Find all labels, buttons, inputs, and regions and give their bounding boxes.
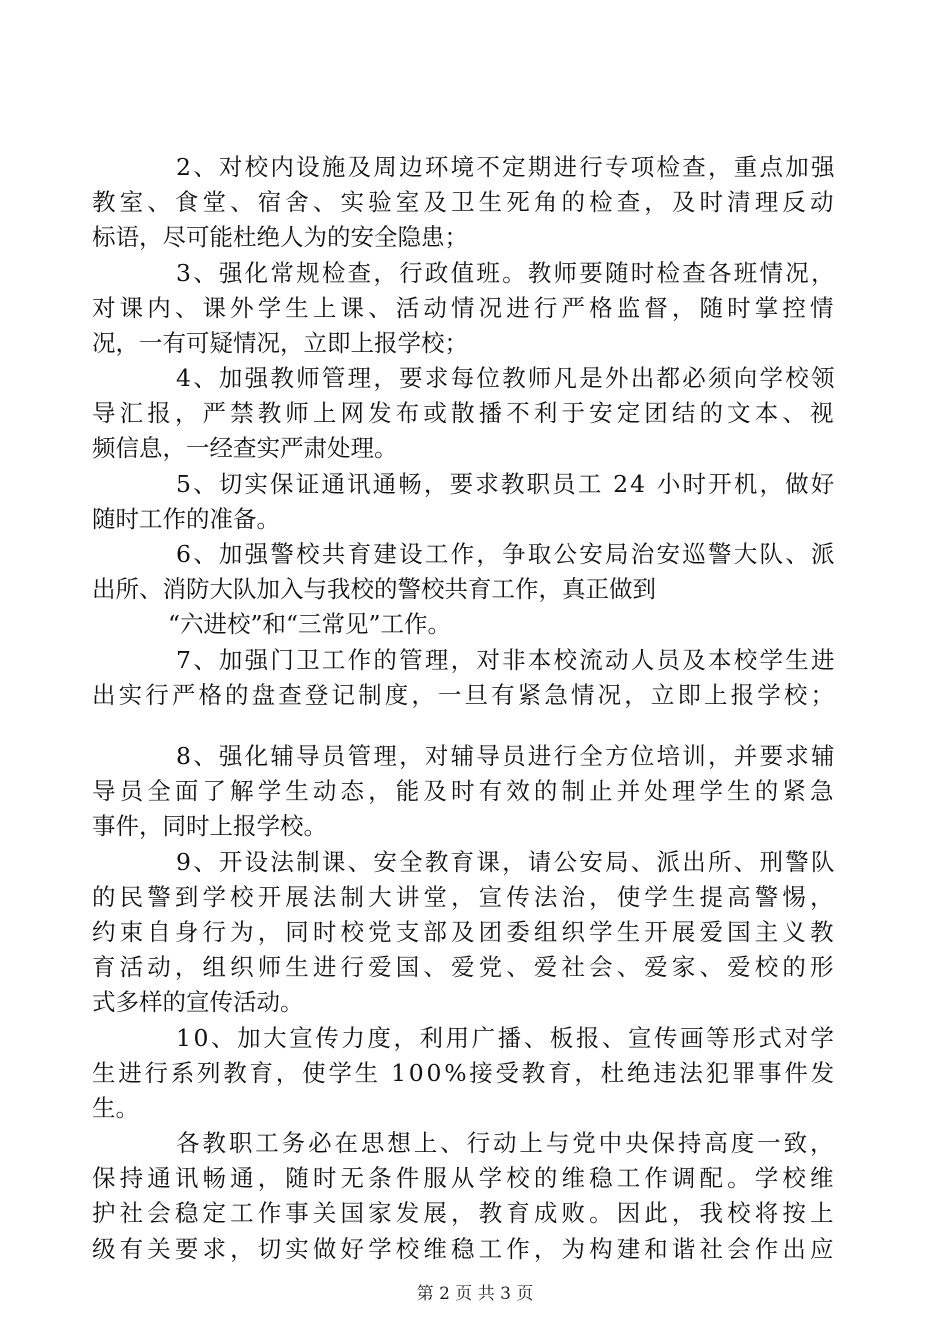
text-line: 各教职工务必在思想上、行动上与党中央保持高度一致， xyxy=(176,1129,837,1157)
text-line: 出实行严格的盘查登记制度，一旦有紧急情况，立即上报学校； xyxy=(92,681,838,709)
text-line: 约束自身行为，同时校党支部及团委组织学生开展爱国主义教 xyxy=(92,918,838,946)
text-line: 10、加大宣传力度，利用广播、板报、宣传画等形式对学 xyxy=(176,1024,837,1052)
text-line: 2、对校内设施及周边环境不定期进行专项检查，重点加强 xyxy=(176,153,837,181)
text-line: 生。 xyxy=(92,1094,139,1122)
text-line: 8、强化辅导员管理，对辅导员进行全方位培训，并要求辅 xyxy=(176,742,837,770)
text-line: 教室、食堂、宿舍、实验室及卫生死角的检查，及时清理反动 xyxy=(92,188,838,216)
text-line: 事件，同时上报学校。 xyxy=(92,812,327,840)
text-line: 式多样的宣传活动。 xyxy=(92,988,304,1016)
text-line: 保持通讯畅通，随时无条件服从学校的维稳工作调配。学校维 xyxy=(92,1164,838,1192)
text-line: 况，一有可疑情况，立即上报学校； xyxy=(92,329,468,357)
text-line: “六进校”和“三常见”工作。 xyxy=(168,610,452,638)
text-line: 育活动，组织师生进行爱国、爱党、爱社会、爱家、爱校的形 xyxy=(92,953,838,981)
page-indicator: 第 2 页 共 3 页 xyxy=(416,1284,534,1304)
text-line: 4、加强教师管理，要求每位教师凡是外出都必须向学校领 xyxy=(176,364,837,392)
text-line: 级有关要求，切实做好学校维稳工作，为构建和谐社会作出应 xyxy=(92,1235,838,1263)
text-line: 9、开设法制课、安全教育课，请公安局、派出所、刑警队 xyxy=(176,848,837,876)
text-line: 3、强化常规检查，行政值班。教师要随时检查各班情况， xyxy=(176,259,837,287)
text-line: 5、切实保证通讯通畅，要求教职员工 24 小时开机，做好 xyxy=(176,470,837,498)
text-line: 导员全面了解学生动态，能及时有效的制止并处理学生的紧急 xyxy=(92,777,838,805)
text-line: 的民警到学校开展法制大讲堂，宣传法治，使学生提高警惕， xyxy=(92,883,838,911)
text-line: 标语，尽可能杜绝人为的安全隐患； xyxy=(92,223,468,251)
text-line: 导汇报，严禁教师上网发布或散播不利于安定团结的文本、视 xyxy=(92,399,838,427)
text-line: 7、加强门卫工作的管理，对非本校流动人员及本校学生进 xyxy=(176,646,837,674)
text-line: 随时工作的准备。 xyxy=(92,505,280,533)
text-line: 护社会稳定工作事关国家发展，教育成败。因此，我校将按上 xyxy=(92,1199,838,1227)
text-line: 出所、消防大队加入与我校的警校共育工作，真正做到 xyxy=(92,575,656,603)
text-line: 生进行系列教育，使学生 100%接受教育，杜绝违法犯罪事件发 xyxy=(92,1059,837,1087)
text-line: 频信息，一经查实严肃处理。 xyxy=(92,434,398,462)
text-line: 6、加强警校共育建设工作，争取公安局治安巡警大队、派 xyxy=(176,540,837,568)
text-line: 对课内、课外学生上课、活动情况进行严格监督，随时掌控情 xyxy=(92,294,838,322)
